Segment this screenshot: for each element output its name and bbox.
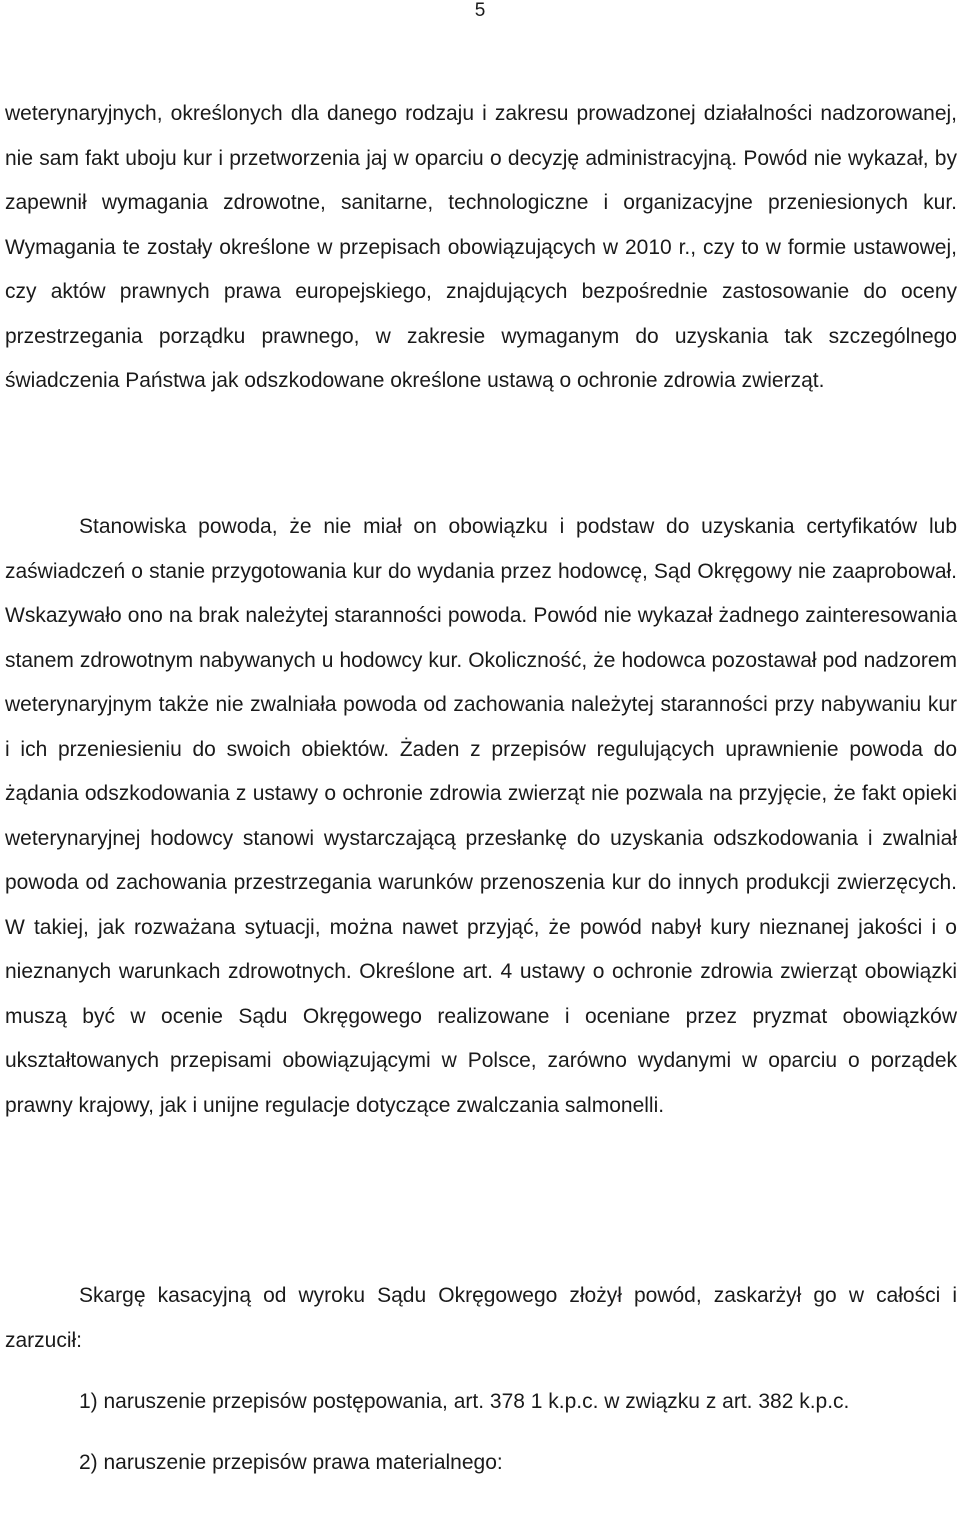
list-item-1: 1) naruszenie przepisów postępowania, art. 378 1 k.p.c. w związku z art. 382 k.p.c. (79, 1390, 850, 1413)
list-item-2: 2) naruszenie przepisów prawa materialnego: (79, 1451, 503, 1474)
page-number: 5 (474, 0, 486, 21)
paragraph-1: weterynaryjnych, określonych dla danego rodzaju i zakresu prowadzonej działalności nadzorowanej, nie sam fakt uboju kur i przetworzenia jaj w oparciu o decyzję administracyjną. Powód nie wykazał, by zapewnił wymagania zdrowotne, sanitarne, technologiczne i organizacyjne przeniesionych kur. Wymagania te zostały określone w przepisach obowiązujących w 2010 r., czy to w formie ustawowej, czy aktów prawnych prawa europejskiego, znajdujących bezpośrednie zastosowanie do oceny przestrzegania porządku prawnego, w zakresie wymaganym do uzyskania tak szczególnego świadczenia Państwa jak odszkodowane określone ustawą o ochronie zdrowia zwierząt. (5, 102, 957, 392)
paragraph-2: Stanowiska powoda, że nie miał on obowiązku i podstaw do uzyskania certyfikatów lub zaświadczeń o stanie przygotowania kur do wydania przez hodowcę, Sąd Okręgowy nie zaaprobował. Wskazywało ono na brak należytej staranności powoda. Powód nie wykazał żadnego zainteresowania stanem zdrowotnym nabywanych u hodowcy kur. Okoliczność, że hodowca pozostawał pod nadzorem weterynaryjnym także nie zwalniała powoda od zachowania należytej staranności przy nabywaniu kur i ich przeniesieniu do swoich obiektów. Żaden z przepisów regulujących uprawnienie powoda do żądania odszkodowania z ustawy o ochronie zdrowia zwierząt nie pozwala na przyjęcie, że fakt opieki weterynaryjnej hodowcy stanowi wystarczającą przesłankę do uzyskania odszkodowania i zwalniał powoda od zachowania przestrzegania warunków przenoszenia kur do innych produkcji zwierzęcych. W takiej, jak rozważana sytuacji, można nawet przyjąć, że powód nabył kury nieznanej jakości i o nieznanych warunkach zdrowotnych. Określone art. 4 ustawy o ochronie zdrowia zwierząt obowiązki muszą być w ocenie Sądu Okręgowego realizowane i oceniane przez pryzmat obowiązków ukształtowanych przepisami obowiązującymi w Polsce, zarówno wydanymi w oparciu o porządek prawny krajowy, jak i unijne regulacje dotyczące zwalczania salmonelli. (5, 515, 957, 1117)
paragraph-3: Skargę kasacyjną od wyroku Sądu Okręgowego złożył powód, zaskarżył go w całości i zarzucił: (5, 1284, 957, 1352)
